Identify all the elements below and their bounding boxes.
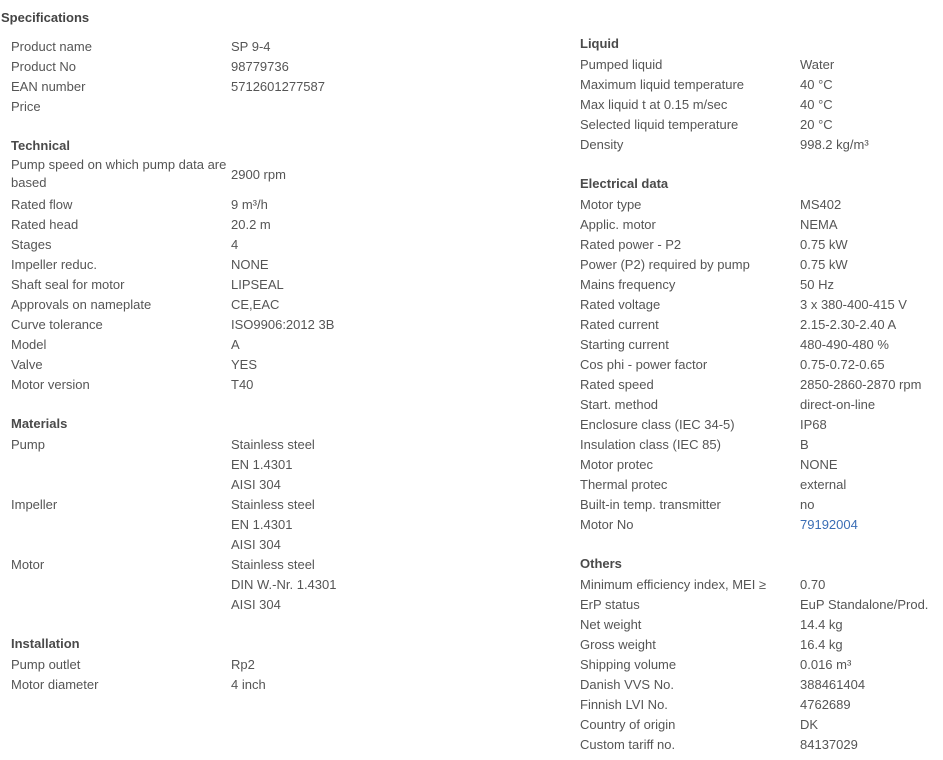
- spec-label: Mains frequency: [580, 276, 676, 292]
- spec-value: Rp2: [231, 656, 255, 672]
- spec-label: Rated current: [580, 316, 659, 332]
- spec-row: [11, 194, 551, 214]
- spec-row: [11, 234, 551, 254]
- spec-value: 0.016 m³: [800, 656, 852, 672]
- spec-value: EN 1.4301: [231, 516, 293, 532]
- spec-row: [11, 554, 551, 574]
- spec-row: [580, 234, 942, 254]
- spec-row: [580, 194, 942, 214]
- section-heading-electrical: Electrical data: [580, 176, 669, 191]
- spec-value: direct-on-line: [800, 396, 876, 412]
- spec-row: [580, 134, 942, 154]
- spec-row: [11, 374, 551, 394]
- spec-label: Start. method: [580, 396, 659, 412]
- spec-label: Thermal protec: [580, 476, 668, 492]
- spec-value: CE,EAC: [231, 296, 280, 312]
- spec-value: ISO9906:2012 3B: [231, 316, 335, 332]
- spec-label: Max liquid t at 0.15 m/sec: [580, 96, 728, 112]
- spec-row: [580, 494, 942, 514]
- spec-value: 20.2 m: [231, 216, 271, 232]
- spec-label: Minimum efficiency index, MEI ≥: [580, 576, 767, 592]
- spec-value: 4 inch: [231, 676, 266, 692]
- spec-row: [580, 294, 942, 314]
- spec-label: Product No: [11, 58, 77, 74]
- spec-row: [580, 214, 942, 234]
- spec-row: [11, 274, 551, 294]
- spec-row: [580, 634, 942, 654]
- spec-label: Pumped liquid: [580, 56, 663, 72]
- spec-value: 998.2 kg/m³: [800, 136, 869, 152]
- spec-value: DK: [800, 716, 819, 732]
- spec-value: 2.15-2.30-2.40 A: [800, 316, 897, 332]
- spec-label: Motor diameter: [11, 676, 99, 692]
- spec-value: 40 °C: [800, 76, 833, 92]
- spec-label: Density: [580, 136, 624, 152]
- spec-row: [11, 76, 551, 96]
- spec-row: [11, 96, 551, 116]
- spec-value: Stainless steel: [231, 556, 315, 572]
- section-heading-technical: Technical: [11, 138, 71, 153]
- spec-value: 4: [231, 236, 239, 252]
- spec-value: EN 1.4301: [231, 456, 293, 472]
- spec-row: [11, 334, 551, 354]
- spec-value: 98779736: [231, 58, 289, 74]
- spec-row: [11, 514, 551, 534]
- spec-label: Motor No: [580, 516, 634, 532]
- spec-value: B: [800, 436, 809, 452]
- spec-label: Pump: [11, 436, 45, 452]
- spec-label: Valve: [11, 356, 43, 372]
- spec-value: 0.70: [800, 576, 826, 592]
- spec-label: Cos phi - power factor: [580, 356, 708, 372]
- spec-row: [11, 434, 551, 454]
- spec-label: Maximum liquid temperature: [580, 76, 745, 92]
- spec-value: 5712601277587: [231, 78, 325, 94]
- spec-value: NONE: [800, 456, 838, 472]
- spec-value: 480-490-480 %: [800, 336, 889, 352]
- spec-row: [580, 674, 942, 694]
- spec-label: Custom tariff no.: [580, 736, 676, 752]
- spec-label: Curve tolerance: [11, 316, 103, 332]
- spec-row: [11, 254, 551, 274]
- spec-row: [580, 354, 942, 374]
- spec-row: [580, 114, 942, 134]
- spec-row: [11, 534, 551, 554]
- spec-row: [11, 56, 551, 76]
- spec-label: Pump speed on which pump data are based: [11, 157, 227, 190]
- spec-label: EAN number: [11, 78, 86, 94]
- spec-row: [11, 474, 551, 494]
- spec-row: [580, 54, 942, 74]
- spec-row: [580, 734, 942, 754]
- spec-row: [580, 314, 942, 334]
- spec-row: [11, 156, 551, 192]
- section-heading-installation: Installation: [11, 636, 80, 651]
- spec-row: [580, 474, 942, 494]
- spec-value: DIN W.-Nr. 1.4301: [231, 576, 337, 592]
- spec-label: Motor: [11, 556, 45, 572]
- spec-value: NONE: [231, 256, 269, 272]
- spec-label: Rated flow: [11, 196, 73, 212]
- spec-value: 14.4 kg: [800, 616, 843, 632]
- spec-row: [580, 394, 942, 414]
- spec-value: 40 °C: [800, 96, 833, 112]
- spec-label: Price: [11, 98, 41, 114]
- spec-label: Applic. motor: [580, 216, 656, 232]
- page-title: Specifications: [1, 10, 90, 25]
- spec-value: 0.75 kW: [800, 236, 848, 252]
- spec-label: Impeller: [11, 496, 58, 512]
- spec-row: [580, 574, 942, 594]
- spec-row: [580, 374, 942, 394]
- spec-value: SP 9-4: [231, 38, 271, 54]
- spec-row: [11, 654, 551, 674]
- spec-label: Model: [11, 336, 47, 352]
- spec-row: [580, 434, 942, 454]
- spec-value: MS402: [800, 196, 842, 212]
- section-heading-materials: Materials: [11, 416, 68, 431]
- spec-row: [11, 574, 551, 594]
- spec-label: Net weight: [580, 616, 642, 632]
- spec-row: [11, 294, 551, 314]
- spec-label: Gross weight: [580, 636, 656, 652]
- spec-label: Approvals on nameplate: [11, 296, 152, 312]
- spec-value: no: [800, 496, 815, 512]
- spec-value: IP68: [800, 416, 827, 432]
- spec-value: 388461404: [800, 676, 866, 692]
- spec-label: Shaft seal for motor: [11, 276, 125, 292]
- spec-value: A: [231, 336, 240, 352]
- spec-row: [580, 254, 942, 274]
- spec-value: NEMA: [800, 216, 838, 232]
- spec-label: Country of origin: [580, 716, 676, 732]
- spec-row: [11, 214, 551, 234]
- spec-label: Built-in temp. transmitter: [580, 496, 721, 512]
- spec-value: AISI 304: [231, 536, 281, 552]
- spec-label: ErP status: [580, 596, 640, 612]
- spec-label: Danish VVS No.: [580, 676, 674, 692]
- spec-label: Shipping volume: [580, 656, 677, 672]
- spec-label: Rated voltage: [580, 296, 661, 312]
- spec-row: [580, 714, 942, 734]
- spec-value: 2850-2860-2870 rpm: [800, 376, 922, 392]
- motor-no-link[interactable]: 79192004: [800, 516, 858, 532]
- spec-row: [11, 354, 551, 374]
- spec-value: EuP Standalone/Prod.: [800, 596, 929, 612]
- spec-row: [11, 454, 551, 474]
- spec-value: 0.75 kW: [800, 256, 848, 272]
- spec-label: Rated speed: [580, 376, 654, 392]
- spec-row: [580, 274, 942, 294]
- spec-value: 9 m³/h: [231, 196, 268, 212]
- spec-row: [580, 334, 942, 354]
- spec-value: external: [800, 476, 847, 492]
- spec-row: [11, 314, 551, 334]
- spec-label: Rated power - P2: [580, 236, 682, 252]
- spec-row: [580, 594, 942, 614]
- spec-row: [11, 594, 551, 614]
- spec-label: Enclosure class (IEC 34-5): [580, 416, 735, 432]
- section-heading-liquid: Liquid: [580, 36, 619, 51]
- spec-label: Stages: [11, 236, 52, 252]
- spec-label: Pump outlet: [11, 656, 81, 672]
- spec-label: Motor type: [580, 196, 642, 212]
- spec-label: Power (P2) required by pump: [580, 256, 750, 272]
- spec-label: Product name: [11, 38, 92, 54]
- spec-row: [580, 74, 942, 94]
- spec-row: [11, 674, 551, 694]
- spec-value: AISI 304: [231, 476, 281, 492]
- spec-value: 84137029: [800, 736, 858, 752]
- spec-value: 3 x 380-400-415 V: [800, 296, 907, 312]
- spec-value: AISI 304: [231, 596, 281, 612]
- spec-row: [580, 694, 942, 714]
- spec-value: Stainless steel: [231, 496, 315, 512]
- spec-value: 2900 rpm: [231, 166, 286, 182]
- spec-value: 50 Hz: [800, 276, 834, 292]
- spec-value: 16.4 kg: [800, 636, 843, 652]
- spec-row: [580, 94, 942, 114]
- spec-label: Selected liquid temperature: [580, 116, 739, 132]
- spec-value: T40: [231, 376, 254, 392]
- spec-value: LIPSEAL: [231, 276, 284, 292]
- spec-row: [580, 614, 942, 634]
- spec-value: 20 °C: [800, 116, 833, 132]
- spec-label: Motor version: [11, 376, 90, 392]
- spec-row: [580, 414, 942, 434]
- spec-value: 0.75-0.72-0.65: [800, 356, 885, 372]
- spec-value: Water: [800, 56, 835, 72]
- spec-row: [11, 494, 551, 514]
- spec-label: Rated head: [11, 216, 79, 232]
- spec-row: [580, 654, 942, 674]
- spec-label: Finnish LVI No.: [580, 696, 668, 712]
- spec-label: Motor protec: [580, 456, 653, 472]
- spec-label: Insulation class (IEC 85): [580, 436, 721, 452]
- spec-row: [580, 514, 942, 534]
- spec-value: 4762689: [800, 696, 851, 712]
- spec-row: [580, 454, 942, 474]
- spec-value: Stainless steel: [231, 436, 315, 452]
- spec-value: YES: [231, 356, 258, 372]
- section-heading-others: Others: [580, 556, 622, 571]
- spec-label: Impeller reduc.: [11, 256, 97, 272]
- spec-row: [11, 36, 551, 56]
- spec-label: Starting current: [580, 336, 669, 352]
